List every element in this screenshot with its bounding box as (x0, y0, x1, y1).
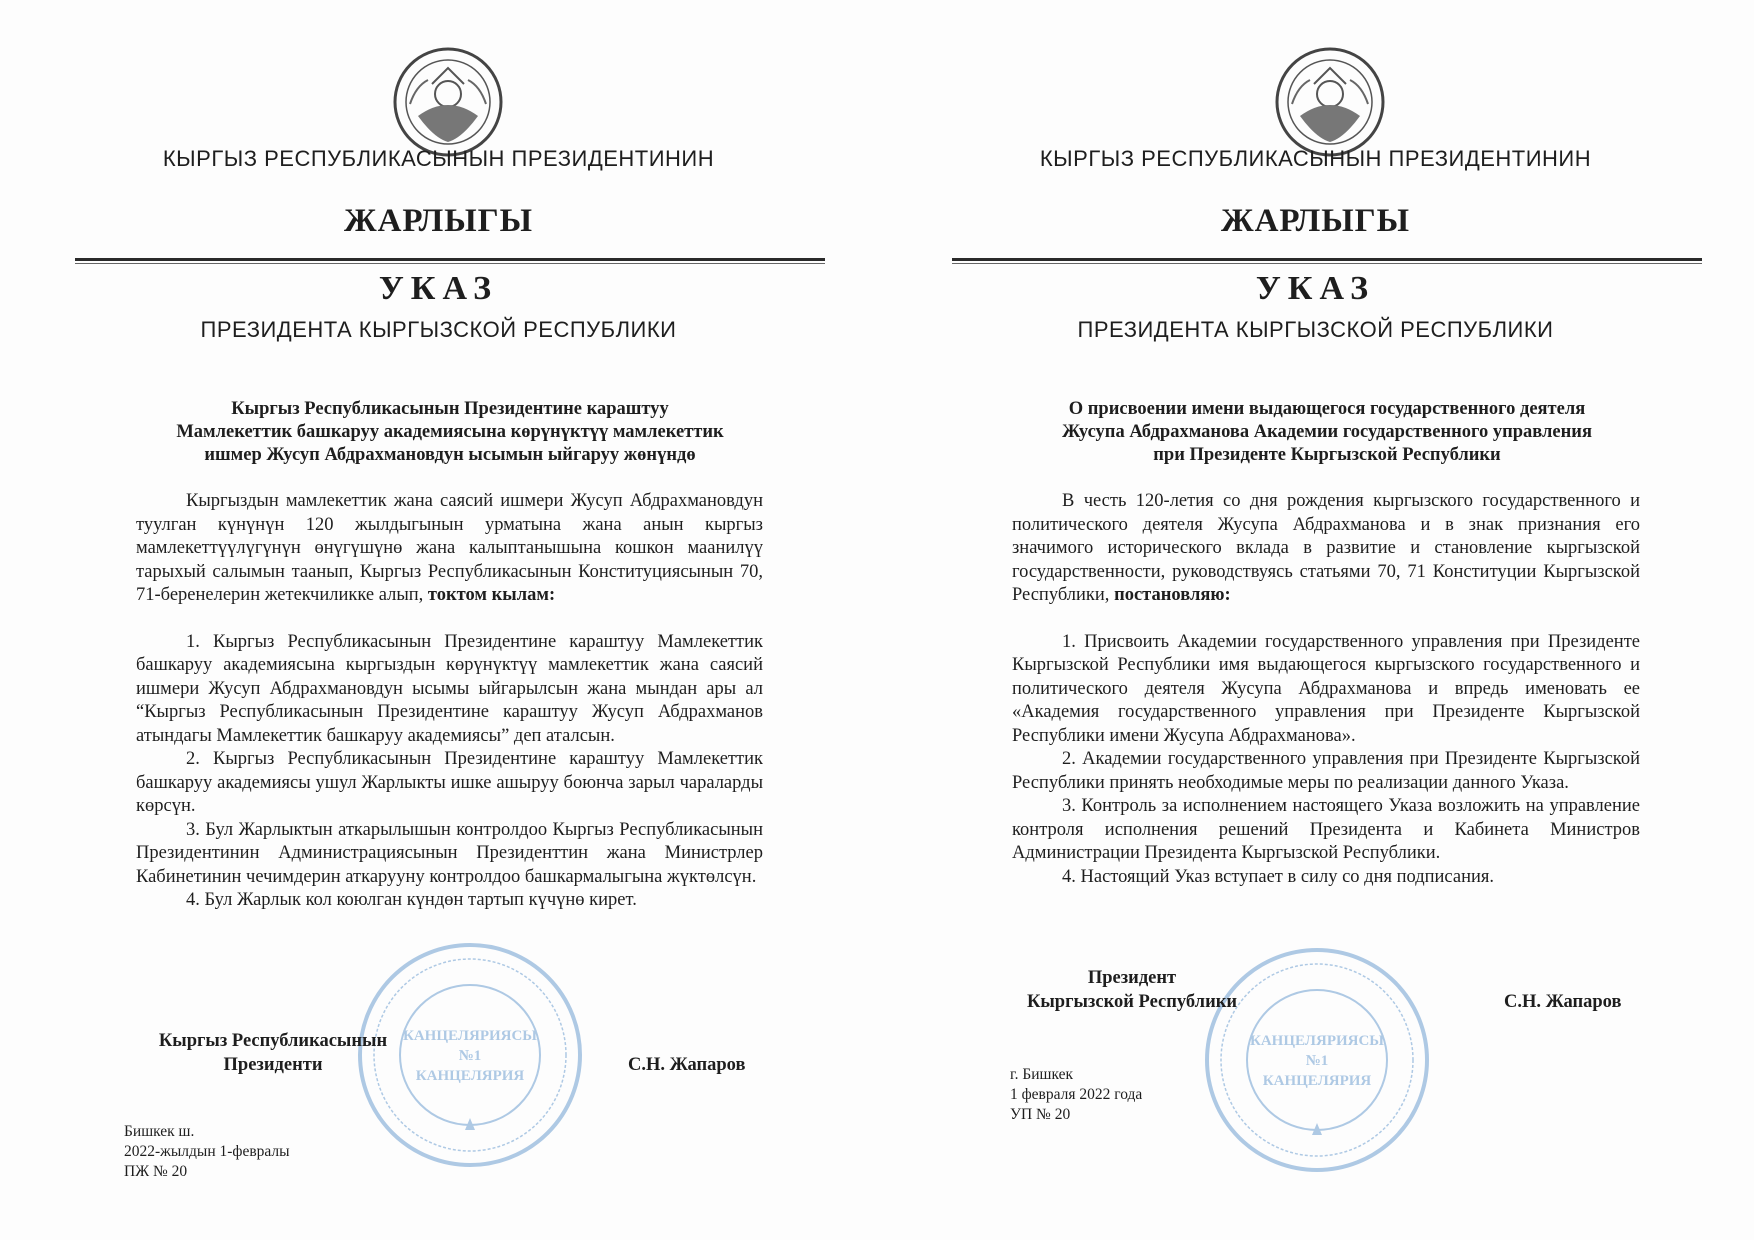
preamble (1012, 490, 1640, 608)
signatory-title (1012, 966, 1252, 1014)
decree-item: 4. Бул Жарлык кол коюлган күндөн тартып күчүнө кирет. (186, 890, 637, 910)
place-line: 2022-жылдын 1-февралы (124, 1143, 290, 1160)
subject-line: ишмер Жусуп Абдрахмановдун ысымын ыйгаруу жөнүндө (204, 445, 696, 465)
preamble (136, 490, 763, 608)
decree-item: 1. Кыргыз Республикасынын Президентине караштуу Мамлекеттик башкаруу академиясына кыргыздын көрүнүктүү мамлекеттик жана саясий ишмери Жусуп Абдрахмановдун ысымы ыйгарылсын жана мындан ары ал “Кыргыз Республикасынын Президентине караштуу Жусуп Абдрахманов атындагы Мамлекеттик башкаруу академиясы” деп аталсын. (136, 631, 763, 746)
decree-subject (100, 398, 800, 467)
decree-item: 2. Академии государственного управления при Президенте Кыргызской Республики принять необходимые меры по реализации данного Указа. (1012, 749, 1640, 793)
seal-text: КАНЦЕЛЯРИЯСЫ (1249, 1033, 1385, 1049)
decree-item: 3. Бул Жарлыктын аткарылышын контролдоо Кыргыз Республикасынын Президентинин Администрациясынын Президенттин жана Министрлер Кабинетинин чечимдерин аткарууну контролдоо башкармалыгына жүктөлсүн. (136, 819, 763, 887)
subject-line: Мамлекеттик башкаруу академиясына көрүнүктүү мамлекеттик (176, 422, 724, 442)
place-line: УП № 20 (1010, 1106, 1071, 1123)
header-ukaz-sub: ПРЕЗИДЕНТА КЫРГЫЗСКОЙ РЕСПУБЛИКИ (200, 317, 677, 342)
state-emblem-icon (1274, 46, 1386, 158)
place-line: 1 февраля 2022 года (1010, 1086, 1143, 1103)
seal-text: КАНЦЕЛЯРИЯСЫ (402, 1028, 538, 1044)
header-line1: КЫРГЫЗ РЕСПУБЛИКАСЫНЫН ПРЕЗИДЕНТИНИН (1039, 146, 1592, 171)
header-jarlygy: ЖАРЛЫГЫ (343, 203, 534, 239)
decree-item: 4. Настоящий Указ вступает в силу со дня подписания. (1062, 866, 1495, 887)
preamble-text: Кыргыздын мамлекеттик жана саясий ишмери Жусуп Абдрахмановдун туулган күнүнүн 120 жылдыгынын урматына жана анын кыргыз мамлекеттүүлүгүнүн өнүгүшүнө жана калыптанышына кошкон маанилүү тарыхый салымын таанып, Кыргыз Республикасынын Конституциясынын 70, 71-беренелерин жетекчиликке алып, (136, 491, 763, 605)
subject-line: при Президенте Кыргызской Республики (1153, 445, 1501, 465)
signatory-title-line: Кыргыз Республикасынын (158, 1031, 388, 1051)
seal-text: №1 (1305, 1053, 1329, 1069)
seal-text: КАНЦЕЛЯРИЯ (415, 1068, 525, 1084)
header-line1: КЫРГЫЗ РЕСПУБЛИКАСЫНЫН ПРЕЗИДЕНТИНИН (162, 146, 715, 171)
decree-page-russian (877, 0, 1754, 1240)
header-ukaz: УКАЗ (1255, 270, 1376, 307)
decree-item: 2. Кыргыз Республикасынын Президентине караштуу Мамлекеттик башкаруу академиясы ушул Жарлыкты ишке ашыруу боюнча зарыл чараларды көрсүн. (136, 749, 763, 816)
seal-text: №1 (458, 1048, 482, 1064)
header-rule-thin (75, 263, 825, 264)
header-rule-thin (952, 263, 1702, 264)
signatory-title-line: Президенти (223, 1055, 323, 1075)
place-date-number (124, 1122, 290, 1182)
signatory-name: С.Н. Жапаров (1504, 992, 1622, 1012)
subject-line: О присвоении имени выдающегося государственного деятеля (1068, 399, 1586, 419)
place-line: Бишкек ш. (124, 1123, 195, 1140)
seal-text: КАНЦЕЛЯРИЯ (1262, 1073, 1372, 1089)
header-ukaz: УКАЗ (378, 270, 499, 307)
subject-line: Жусупа Абдрахманова Академии государственного управления (1062, 422, 1592, 442)
header-ukaz-sub: ПРЕЗИДЕНТА КЫРГЫЗСКОЙ РЕСПУБЛИКИ (1077, 317, 1554, 342)
signatory-title-line: Президент (1087, 968, 1177, 988)
place-line: ПЖ № 20 (124, 1163, 188, 1180)
decree-item: 3. Контроль за исполнением настоящего Указа возложить на управление контроля исполнения решений Президента и Кабинета Министров Администрации Президента Кыргызской Республики. (1012, 796, 1640, 863)
signatory-title (138, 1029, 408, 1077)
signatory-title-line: Кыргызской Республики (1026, 992, 1238, 1012)
decree-item: 1. Присвоить Академии государственного управления при Президенте Кыргызской Республики имя выдающегося кыргызского государственного и политического деятеля Жусупа Абдрахманова и впредь именовать ее «Академия государственного управления при Президенте Кыргызской Республики имени Жусупа Абдрахманова». (1012, 631, 1640, 746)
header-jarlygy: ЖАРЛЫГЫ (1220, 203, 1411, 239)
preamble-resolve: токтом кылам: (427, 585, 556, 605)
decree-body (1012, 490, 1640, 889)
place-line: г. Бишкек (1010, 1066, 1074, 1083)
preamble-text: В честь 120-летия со дня рождения кыргызского государственного и политического деятеля Жусупа Абдрахманова и в знак признания его значимого исторического вклада в развитие и становление кыргызской государственности, руководствуясь статьями 70, 71 Конституции Кыргызской Республики, (1012, 491, 1640, 605)
header-rule (75, 258, 825, 261)
header-rule (952, 258, 1702, 261)
decree-body (136, 490, 763, 913)
state-emblem-icon (392, 46, 504, 158)
decree-subject (957, 398, 1697, 467)
preamble-resolve: постановляю: (1114, 585, 1231, 605)
place-date-number (1010, 1065, 1142, 1125)
signatory-name: С.Н. Жапаров (628, 1055, 746, 1075)
subject-line: Кыргыз Республикасынын Президентине караштуу (231, 399, 669, 419)
